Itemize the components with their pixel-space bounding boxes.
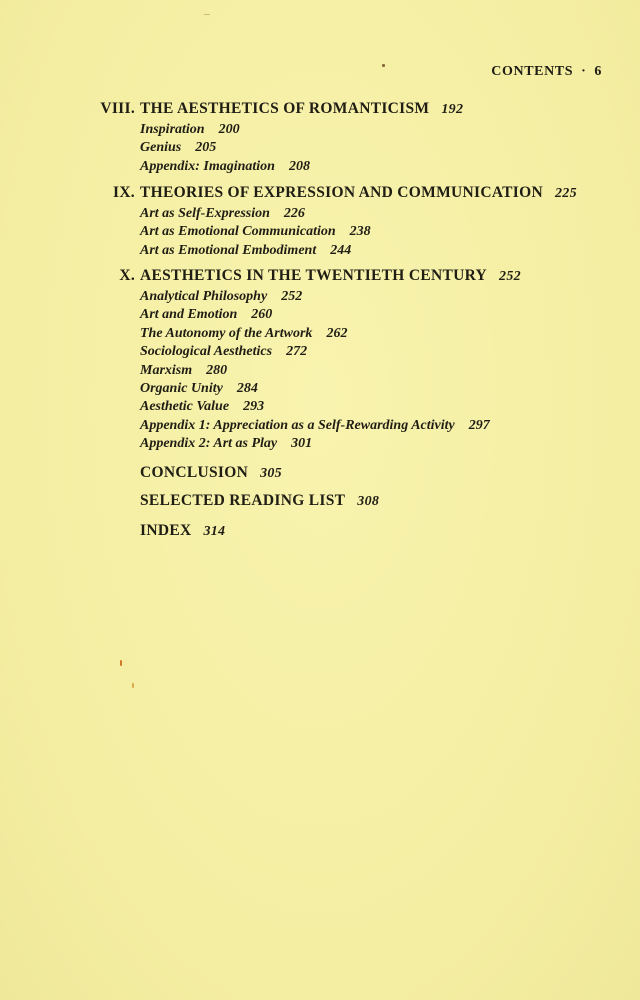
running-head-label: CONTENTS <box>491 64 574 79</box>
chapter-entry <box>0 184 640 261</box>
section-entry <box>0 289 640 307</box>
chapter-page-number: 252 <box>499 269 521 284</box>
chapter-title: THE AESTHETICS OF ROMANTICISM <box>140 100 430 117</box>
chapter-title-line <box>140 100 463 118</box>
section-title: Inspiration <box>140 122 205 137</box>
section-page-number: 262 <box>326 325 348 341</box>
paper-speck <box>204 14 210 15</box>
backmatter-entry <box>140 492 379 510</box>
chapter-entry <box>0 267 640 455</box>
paper-speck <box>132 683 134 688</box>
chapter-title-line <box>140 184 577 202</box>
section-title: Aesthetic Value <box>140 399 230 415</box>
section-title: Appendix 2: Art as Play <box>140 436 278 452</box>
chapter-page-number: 192 <box>441 102 464 117</box>
section-title: Genius <box>140 140 182 156</box>
section-page-number: 205 <box>195 140 217 156</box>
section-page-number: 200 <box>218 122 240 137</box>
section-page-number: 301 <box>291 436 313 452</box>
section-entry <box>0 418 640 436</box>
chapter-numeral: IX. <box>112 184 135 201</box>
backmatter-page-number: 305 <box>260 466 282 481</box>
section-entry <box>0 326 640 344</box>
section-page-number: 293 <box>243 399 265 415</box>
section-page-number: 284 <box>236 380 258 396</box>
section-list <box>0 206 640 261</box>
chapter-heading <box>0 100 640 122</box>
section-page-number: 252 <box>281 289 303 304</box>
backmatter-title: CONCLUSION <box>140 464 249 481</box>
chapter-heading <box>0 184 640 206</box>
section-title: Marxism <box>140 362 193 378</box>
section-entry <box>0 224 640 242</box>
section-list <box>0 122 640 177</box>
backmatter-entry <box>140 522 225 540</box>
backmatter-page-number: 314 <box>203 524 226 539</box>
section-page-number: 238 <box>349 224 371 240</box>
section-title: Appendix 1: Appreciation as a Self-Rewarding Activity <box>140 417 455 433</box>
section-entry <box>0 381 640 399</box>
backmatter-title: SELECTED READING LIST <box>140 492 346 509</box>
section-page-number: 226 <box>283 206 305 221</box>
backmatter-entry <box>140 464 282 482</box>
chapter-page-number: 225 <box>555 186 577 201</box>
section-entry <box>0 344 640 362</box>
section-title: Analytical Philosophy <box>140 289 268 304</box>
section-title: The Autonomy of the Artwork <box>140 325 313 341</box>
section-title: Art as Emotional Embodiment <box>140 242 317 258</box>
section-page-number: 272 <box>286 344 308 360</box>
running-head-separator: · <box>581 64 587 79</box>
paper-speck <box>120 660 122 666</box>
running-head <box>491 64 602 80</box>
backmatter-page-number: 308 <box>357 494 380 509</box>
chapter-title: THEORIES OF EXPRESSION AND COMMUNICATION <box>140 184 543 201</box>
section-page-number: 297 <box>468 417 490 433</box>
section-entry <box>0 399 640 417</box>
chapter-heading <box>0 267 640 289</box>
section-entry <box>0 206 640 224</box>
section-entry <box>0 122 640 140</box>
chapter-title-line <box>140 267 521 285</box>
section-page-number: 208 <box>288 158 310 174</box>
section-list <box>0 289 640 455</box>
section-title: Art as Emotional Communication <box>140 224 336 240</box>
section-entry <box>0 363 640 381</box>
section-page-number: 260 <box>251 307 273 323</box>
chapter-entry <box>0 100 640 177</box>
chapter-numeral: X. <box>119 267 135 284</box>
chapter-numeral: VIII. <box>100 100 135 117</box>
section-entry <box>0 436 640 454</box>
section-entry <box>0 307 640 325</box>
section-title: Organic Unity <box>140 380 223 396</box>
section-page-number: 280 <box>206 362 228 378</box>
section-title: Art as Self-Expression <box>140 206 270 221</box>
section-title: Appendix: Imagination <box>140 158 275 174</box>
backmatter-title: INDEX <box>140 522 192 539</box>
section-title: Art and Emotion <box>140 307 238 323</box>
running-head-page-number: 6 <box>594 64 602 79</box>
section-entry <box>0 140 640 158</box>
section-title: Sociological Aesthetics <box>140 344 273 360</box>
section-page-number: 244 <box>330 242 352 258</box>
paper-speck <box>382 64 385 67</box>
chapter-title: AESTHETICS IN THE TWENTIETH CENTURY <box>140 267 488 284</box>
section-entry <box>0 243 640 261</box>
section-entry <box>0 159 640 177</box>
